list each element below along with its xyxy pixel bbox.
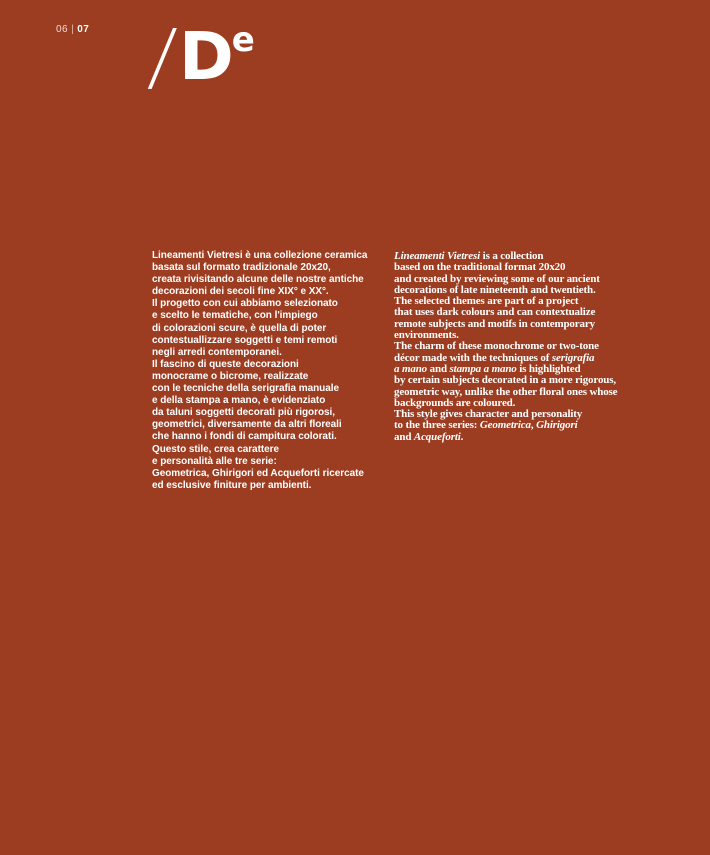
english-text-run: This style gives character and personality <box>394 408 583 421</box>
english-italic-run: stampa a mano <box>449 362 517 375</box>
english-text-run: , <box>530 419 537 432</box>
english-line <box>394 432 634 443</box>
page-number-right: 07 <box>77 24 90 35</box>
english-text-run: by certain subjects decorated in a more rigorous, <box>394 374 616 387</box>
english-text-run: is a collection <box>480 250 544 262</box>
english-italic-run: Acqueforti <box>413 430 461 443</box>
english-italic-run: serigrafia <box>551 351 595 364</box>
english-text-run: The charm of these monochrome or two-tone <box>394 340 599 353</box>
english-text-run: The selected themes are part of a project <box>394 295 579 308</box>
english-text-run: and <box>394 430 414 443</box>
page-number-separator: | <box>71 24 75 35</box>
english-text-run: to the three series: <box>394 419 480 432</box>
page-number-left: 06 <box>56 24 69 35</box>
english-italic-run: Geometrica <box>479 419 531 432</box>
english-description <box>394 251 634 443</box>
english-italic-run: a mano <box>394 362 428 375</box>
english-text-run: based on the traditional format 20x20 <box>394 261 566 274</box>
italian-description: Lineamenti Vietresi è una collezione ceramica basata sul formato tradizionale 20x20, creata rivisitando alcune delle nostre antiche decorazioni dei secoli fine XIX° e XX°. Il progetto con cui abbiamo selezionato e scelto le tematiche, con l'impiego di colorazioni scure, è quella di poter contestuallizzare soggetti e temi remoti negli arredi contemporanei. Il fascino di queste decorazioni monocrame o bicrome, realizzate con le tecniche della serigrafia manuale e della stampa a mano, è evidenziato da taluni soggetti decorati più rigorosi, geometrici, diversamente da altri floreali che hanno i fondi di campitura colorati. Questo stile, crea carattere e personalità alle tre serie: Geometrica, Ghirigori ed Acqueforti ricercate ed esclusive finiture per ambienti. <box>152 250 368 491</box>
brand-logo <box>145 14 255 100</box>
english-text-run: geometric way, unlike the other floral ones whose <box>394 385 618 398</box>
english-text-run: remote subjects and motifs in contemporary <box>394 317 595 330</box>
logo-letter-e: e <box>231 20 255 60</box>
english-text-run: décor made with the techniques of <box>394 351 552 364</box>
english-text-run: and created by reviewing some of our ancient <box>394 272 600 285</box>
english-text-run: backgrounds are coloured. <box>394 396 516 409</box>
logo-letter-d: D <box>178 18 234 95</box>
english-text-run: that uses dark colours and can contextualize <box>394 306 596 319</box>
english-text-run: environments. <box>394 329 459 342</box>
english-italic-run: Ghirigori <box>536 419 578 432</box>
english-text-run: . <box>460 430 464 443</box>
english-italic-run: Lineamenti Vietresi <box>394 250 481 262</box>
logo-slash: / <box>145 14 180 100</box>
english-text-run: decorations of late nineteenth and twentieth. <box>394 283 596 296</box>
english-text-run: is highlighted <box>516 362 581 375</box>
page-numbers <box>56 24 89 35</box>
english-text-run: and <box>427 362 450 375</box>
